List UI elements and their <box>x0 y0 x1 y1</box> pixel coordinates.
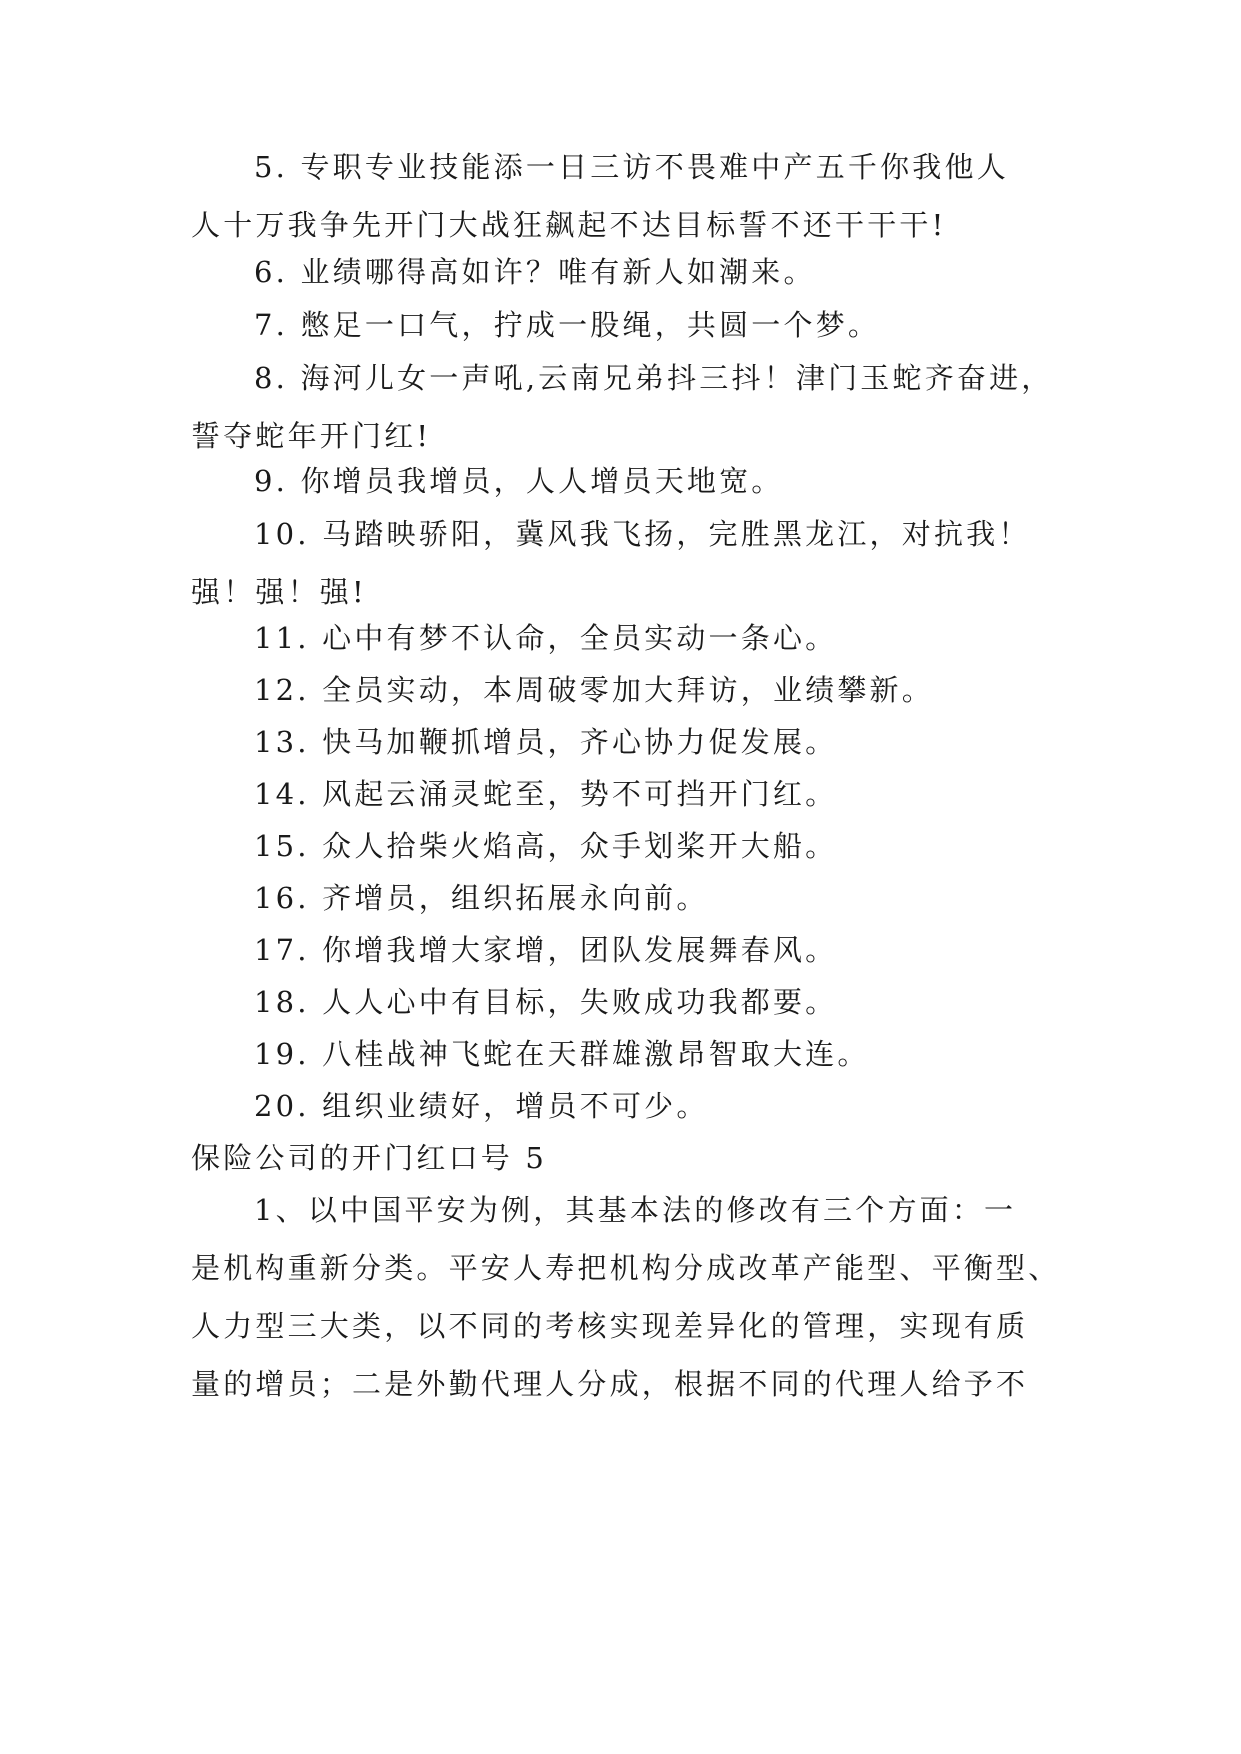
slogan-line: 誓夺蛇年开门红! <box>191 419 432 453</box>
slogan-item-13 <box>191 713 1057 771</box>
slogan-line: 16. 齐增员，组织拓展永向前。 <box>254 881 709 915</box>
slogan-item-7 <box>191 296 1057 354</box>
slogan-item-9 <box>191 452 1057 510</box>
paragraph-line: 1、以中国平安为例，其基本法的修改有三个方面：一 <box>254 1193 1017 1227</box>
slogan-item-12 <box>191 661 1057 719</box>
slogan-line: 人十万我争先开门大战狂飙起不达目标誓不还干干干! <box>191 208 947 242</box>
body-paragraph <box>191 1181 1061 1413</box>
slogan-line: 17. 你增我增大家增，团队发展舞春风。 <box>254 933 838 967</box>
slogan-line: 19. 八桂战神飞蛇在天群雄激昂智取大连。 <box>254 1037 870 1071</box>
paragraph-line: 量的增员；二是外勤代理人分成，根据不同的代理人给予不 <box>191 1367 1029 1401</box>
slogan-line: 强！强！强! <box>191 575 367 609</box>
slogan-item-5 <box>191 138 1057 254</box>
slogan-item-19 <box>191 1025 1057 1083</box>
slogan-item-18 <box>191 973 1057 1031</box>
slogan-line: 14. 风起云涌灵蛇至，势不可挡开门红。 <box>254 777 838 811</box>
slogan-item-15 <box>191 817 1057 875</box>
slogan-line: 12. 全员实动，本周破零加大拜访，业绩攀新。 <box>254 673 934 707</box>
slogan-item-20 <box>191 1077 1057 1135</box>
section-heading: 保险公司的开门红口号 5 <box>191 1141 548 1175</box>
slogan-item-6 <box>191 243 1057 301</box>
slogan-item-17 <box>191 921 1057 979</box>
slogan-item-8 <box>191 349 1057 465</box>
slogan-line: 7. 憋足一口气，拧成一股绳，共圆一个梦。 <box>254 308 881 342</box>
slogan-line: 6. 业绩哪得高如许？唯有新人如潮来。 <box>254 255 816 289</box>
slogan-line: 10. 马踏映骄阳，冀风我飞扬，完胜黑龙江，对抗我！ <box>254 517 1031 551</box>
paragraph-line: 人力型三大类，以不同的考核实现差异化的管理，实现有质 <box>191 1309 1029 1343</box>
slogan-item-14 <box>191 765 1057 823</box>
slogan-item-11 <box>191 609 1057 667</box>
slogan-line: 20. 组织业绩好，增员不可少。 <box>254 1089 709 1123</box>
slogan-line: 8. 海河儿女一声吼,云南兄弟抖三抖！津门玉蛇齐奋进， <box>254 361 1054 395</box>
slogan-item-16 <box>191 869 1057 927</box>
slogan-item-10 <box>191 505 1057 621</box>
slogan-line: 13. 快马加鞭抓增员，齐心协力促发展。 <box>254 725 838 759</box>
slogan-line: 5. 专职专业技能添一日三访不畏难中产五千你我他人 <box>254 150 1009 184</box>
slogan-line: 15. 众人拾柴火焰高，众手划桨开大船。 <box>254 829 838 863</box>
slogan-line: 9. 你增员我增员，人人增员天地宽。 <box>254 464 784 498</box>
paragraph-line: 是机构重新分类。平安人寿把机构分成改革产能型、平衡型、 <box>191 1251 1061 1285</box>
slogan-line: 11. 心中有梦不认命，全员实动一条心。 <box>254 621 838 655</box>
slogan-line: 18. 人人心中有目标，失败成功我都要。 <box>254 985 838 1019</box>
